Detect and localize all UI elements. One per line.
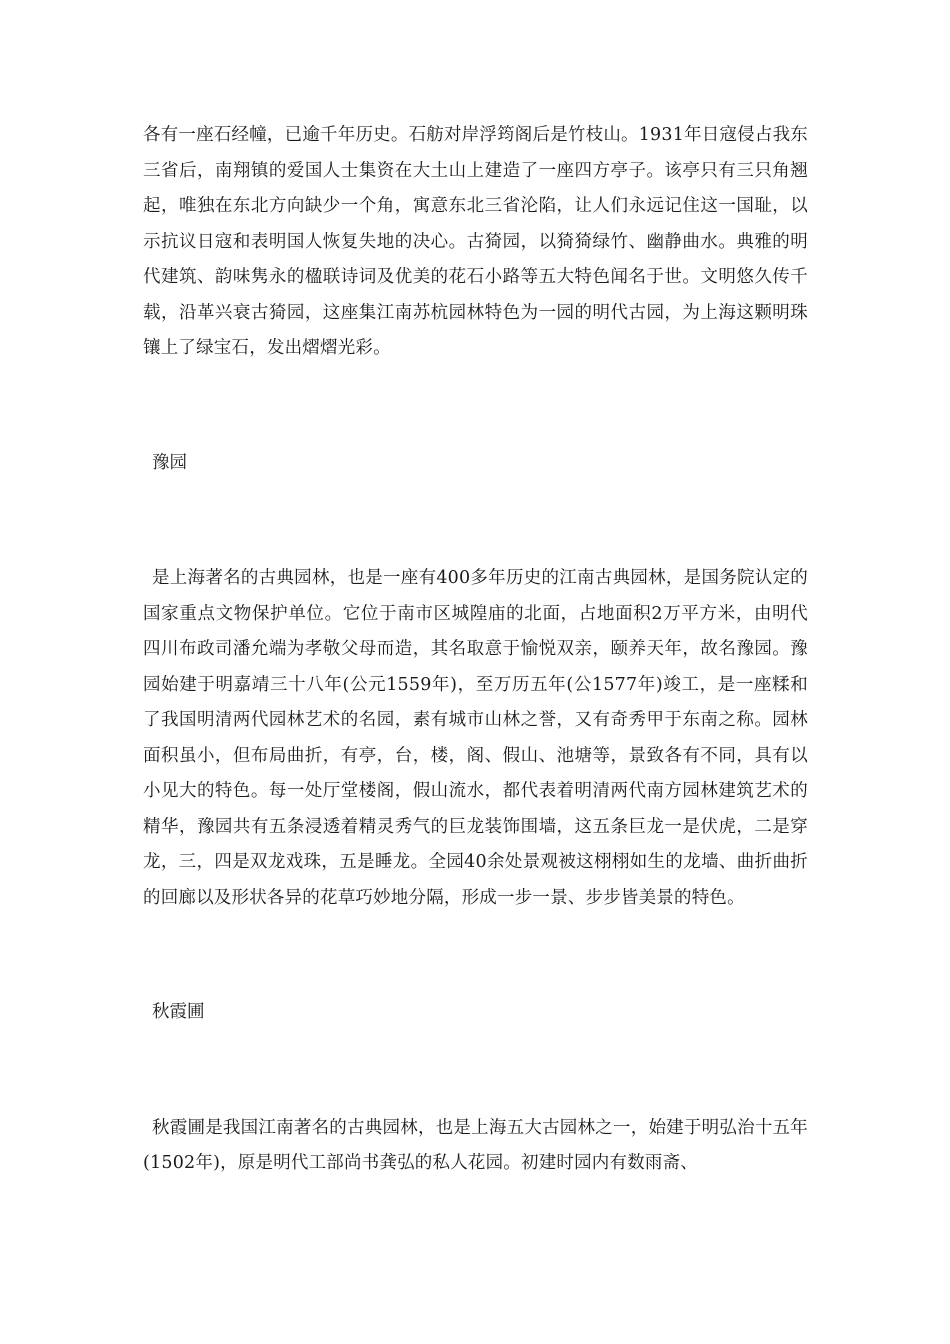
section-heading-yuyuan: 豫园 xyxy=(152,452,187,473)
paragraph-guyiyuan-continuation: 各有一座石经幢，已逾千年历史。石舫对岸浮筠阁后是竹枝山。1931年日寇侵占我东三省后，南翔镇的爱国人士集资在大土山上建造了一座四方亭子。该亭只有三只角翘起，唯独在东北方向缺少一个角，寓意东北三省沦陷，让人们永远记住这一国耻，以示抗议日寇和表明国人恢复失地的决心。古猗园，以猗猗绿竹、幽静曲水。典雅的明代建筑、韵味隽永的楹联诗词及优美的花石小路等五大特色闻名于世。文明悠久传千载，沿革兴衰古猗园，这座集江南苏杭园林特色为一园的明代古园，为上海这颗明珠镶上了绿宝石，发出熠熠光彩。 xyxy=(143,125,808,358)
spacer xyxy=(143,481,808,561)
spacer xyxy=(143,1031,808,1111)
spacer xyxy=(143,916,808,995)
document-body xyxy=(143,118,808,1182)
spacer xyxy=(143,367,808,446)
section-heading-qiuxiapu: 秋霞圃 xyxy=(152,1002,205,1022)
paragraph-qiuxiapu: 秋霞圃是我国江南著名的古典园林，也是上海五大古园林之一，始建于明弘治十五年(1502年)，原是明代工部尚书龚弘的私人花园。初建时园内有数雨斋、 xyxy=(143,1117,808,1173)
paragraph-yuyuan: 是上海著名的古典园林，也是一座有400多年历史的江南古典园林，是国务院认定的国家重点文物保护单位。它位于南市区城隍庙的北面，占地面积2万平方米，由明代四川布政司潘允端为孝敬父母而造，其名取意于愉悦双亲，颐养天年，故名豫园。豫园始建于明嘉靖三十八年(公元1559年)，至万历五年(公1577年)竣工，是一座糅和了我国明清两代园林艺术的名园，素有城市山林之誉，又有奇秀甲于东南之称。园林面积虽小，但布局曲折，有亭，台，楼，阁、假山、池塘等，景致各有不同，具有以小见大的特色。每一处厅堂楼阁，假山流水，都代表着明清两代南方园林建筑艺术的精华，豫园共有五条浸透着精灵秀气的巨龙装饰围墙，这五条巨龙一是伏虎，二是穿龙，三，四是双龙戏珠，五是睡龙。全园40余处景观被这栩栩如生的龙墙、曲折曲折的回廊以及形状各异的花草巧妙地分隔，形成一步一景、步步皆美景的特色。 xyxy=(143,568,808,908)
